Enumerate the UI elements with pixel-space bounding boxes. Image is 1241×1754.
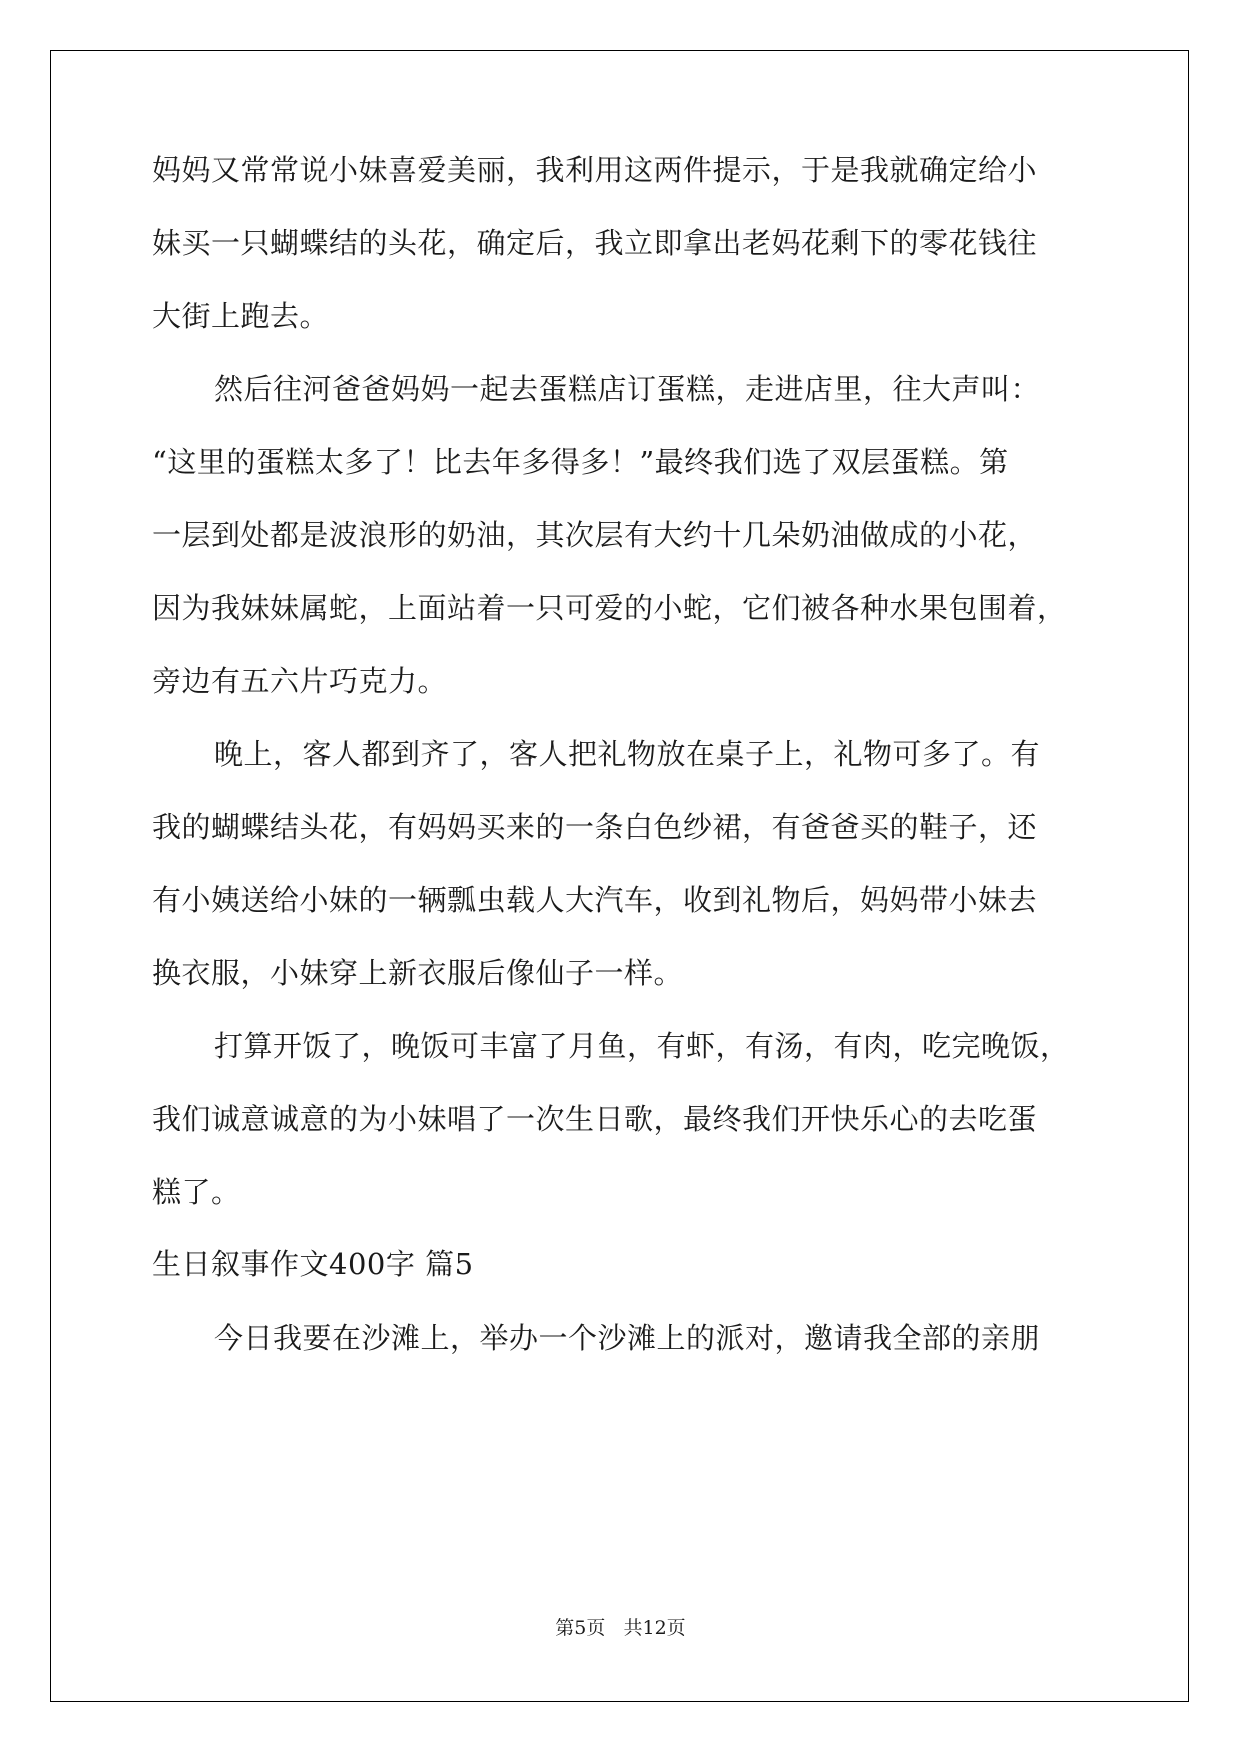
body-line: 换衣服，小妹穿上新衣服后像仙子一样。 (152, 956, 684, 990)
body-line: 妹买一只蝴蝶结的头花，确定后，我立即拿出老妈花剩下的零花钱往 (152, 226, 1038, 260)
paragraph-start-line: 晚上，客人都到齐了，客人把礼物放在桌子上，礼物可多了。有 (214, 737, 1041, 771)
body-line: 因为我妹妹属蛇，上面站着一只可爱的小蛇，它们被各种水果包围着， (152, 591, 1067, 625)
body-line: 糕了。 (152, 1175, 241, 1209)
body-line: 旁边有五六片巧克力。 (152, 664, 448, 698)
body-line: 大街上跑去。 (152, 299, 330, 333)
body-line: 有小姨送给小妹的一辆瓢虫载人大汽车，收到礼物后，妈妈带小妹去 (152, 883, 1038, 917)
page-number-footer: 第5页 共12页 (555, 1617, 686, 1639)
body-line: 妈妈又常常说小妹喜爱美丽，我利用这两件提示，于是我就确定给小 (152, 153, 1038, 187)
body-line: 我们诚意诚意的为小妹唱了一次生日歌，最终我们开快乐心的去吃蛋 (152, 1102, 1038, 1136)
paragraph-start-line: 今日我要在沙滩上，举办一个沙滩上的派对，邀请我全部的亲朋 (214, 1321, 1041, 1355)
body-line: 一层到处都是波浪形的奶油，其次层有大约十几朵奶油做成的小花， (152, 518, 1038, 552)
paragraph-start-line: 打算开饭了，晚饭可丰富了月鱼，有虾，有汤，有肉，吃完晚饭， (214, 1029, 1070, 1063)
paragraph-start-line: 然后往河爸爸妈妈一起去蛋糕店订蛋糕，走进店里，往大声叫： (214, 372, 1041, 406)
section-heading: 生日叙事作文400字 篇5 (152, 1247, 474, 1281)
body-line: “这里的蛋糕太多了！比去年多得多！”最终我们选了双层蛋糕。第 (152, 445, 1009, 479)
body-line: 我的蝴蝶结头花，有妈妈买来的一条白色纱裙，有爸爸买的鞋子，还 (152, 810, 1038, 844)
